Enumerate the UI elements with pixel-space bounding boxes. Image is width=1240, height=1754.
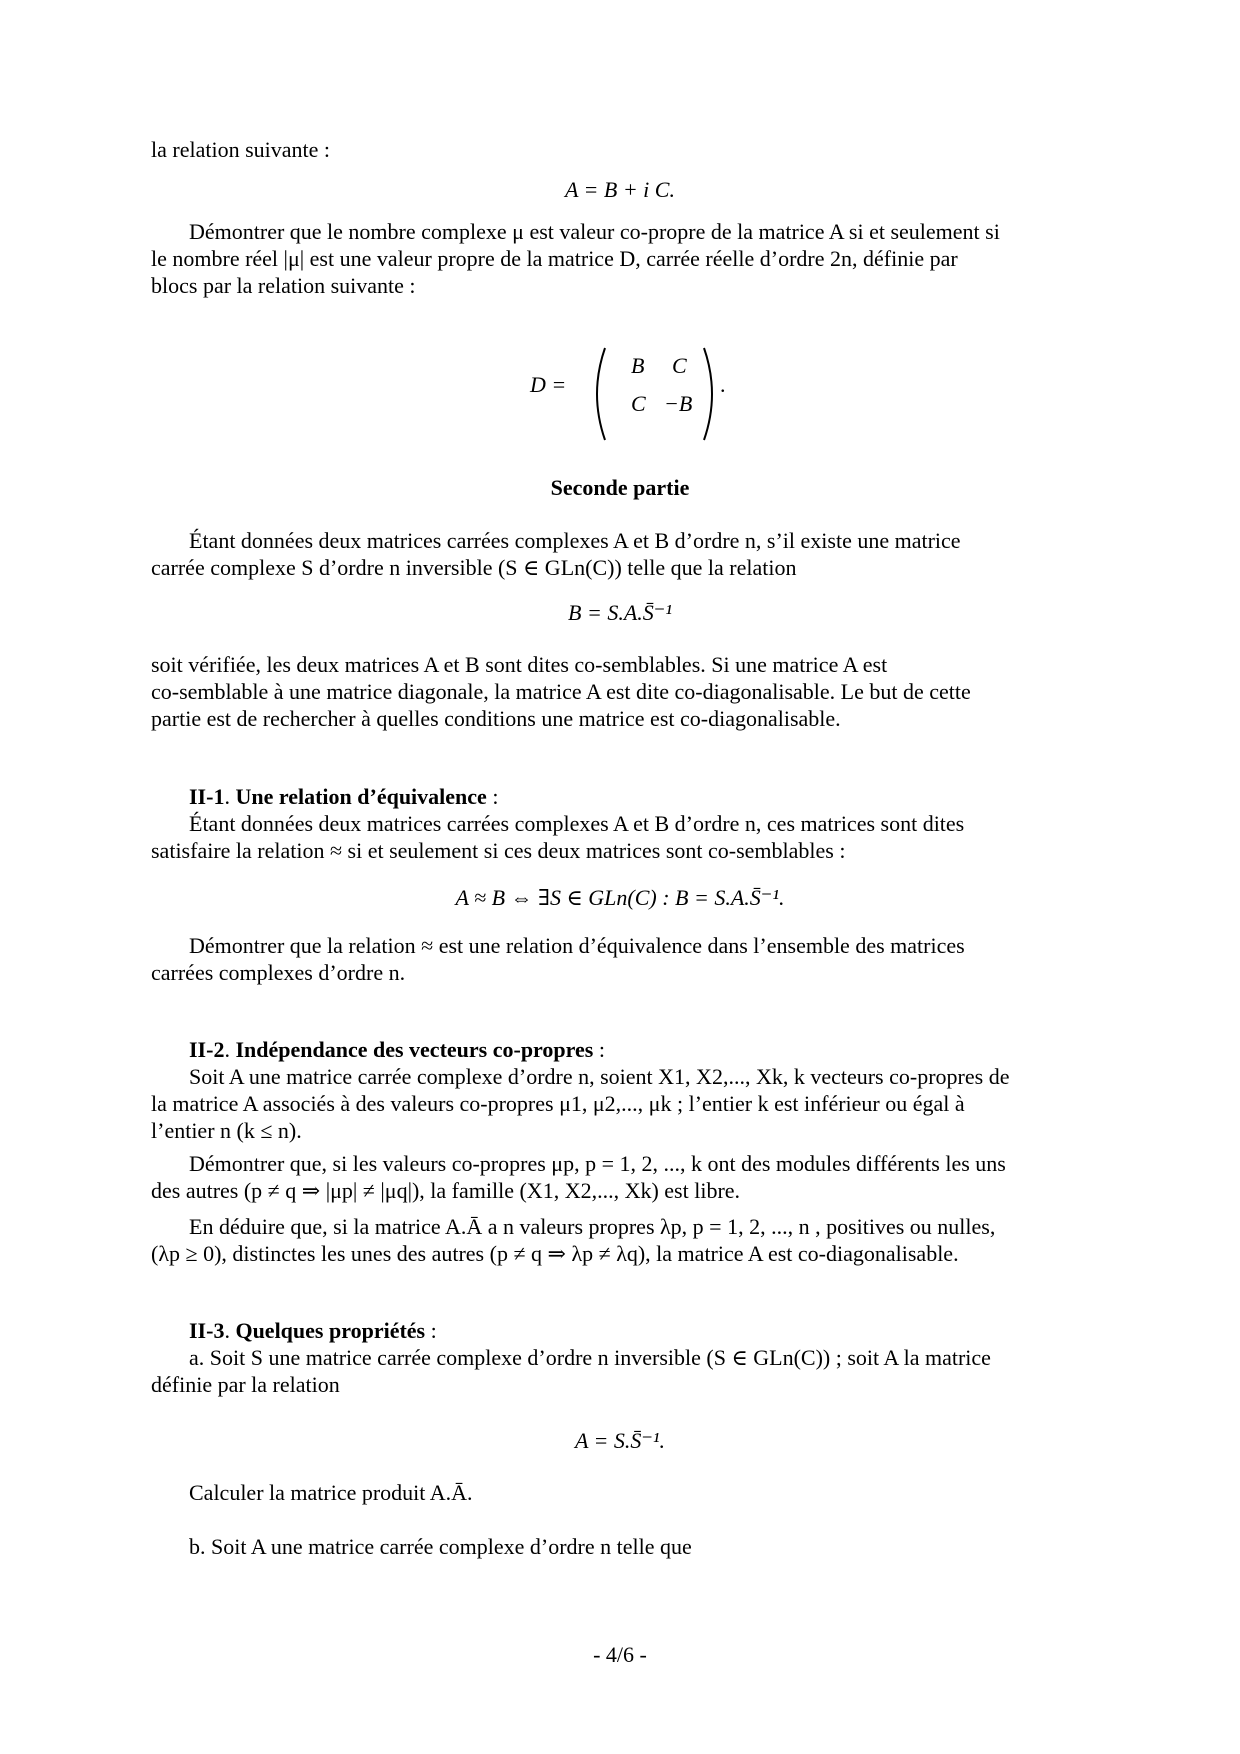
left-paren-icon — [587, 344, 609, 444]
text-line: carrée complexe S d’ordre n inversible (S ∈ GLn(C)) telle que la relation — [151, 555, 797, 580]
text-line: En déduire que, si la matrice A.Ā a n valeurs propres λp, p = 1, 2, ..., n , positives ou nulles, — [189, 1214, 996, 1239]
text-line: a. Soit S une matrice carrée complexe d’ordre n inversible (S ∈ GLn(C)) ; soit A la matrice — [189, 1345, 991, 1370]
text-line: Calculer la matrice produit A.Ā. — [189, 1480, 473, 1505]
text-line: co-semblable à une matrice diagonale, la matrice A est dite co-diagonalisable. Le but de cette — [151, 679, 971, 704]
equation: A = S.S̄⁻¹. — [574, 1428, 666, 1453]
text-line: la matrice A associés à des valeurs co-propres μ1, μ2,..., μk ; l’entier k est inférieur ou égal à — [151, 1091, 965, 1116]
text-line: définie par la relation — [151, 1372, 340, 1397]
text-line: carrées complexes d’ordre n. — [151, 960, 406, 985]
matrix-cell-b: B — [631, 353, 645, 378]
text-line: partie est de rechercher à quelles conditions une matrice est co-diagonalisable. — [151, 706, 841, 731]
matrix-cell-c: C — [631, 391, 646, 416]
text-line: Étant données deux matrices carrées complexes A et B d’ordre n, ces matrices sont dites — [189, 811, 965, 836]
text-line: (λp ≥ 0), distinctes les unes des autres (p ≠ q ⇒ λp ≠ λq), la matrice A est co-diagonalisable. — [151, 1241, 959, 1266]
subsection-colon: : — [486, 784, 499, 809]
matrix-cell-minus-b: −B — [664, 391, 693, 416]
equation: A ≈ B ⇔ ∃S ∈ GLn(C) : B = S.A.S̄⁻¹. — [455, 885, 785, 910]
text-line: blocs par la relation suivante : — [151, 273, 416, 298]
subsection-heading: II-2. Indépendance des vecteurs co-propres : — [189, 1037, 605, 1062]
text-line: le nombre réel |μ| est une valeur propre de la matrice D, carrée réelle d’ordre 2n, définie par — [151, 246, 958, 271]
text-line: des autres (p ≠ q ⇒ |μp| ≠ |μq|), la famille (X1, X2,..., Xk) est libre. — [151, 1178, 741, 1203]
section-heading: Seconde partie — [550, 475, 690, 500]
subsection-colon: : — [593, 1037, 605, 1062]
subsection-title: Indépendance des vecteurs co-propres — [235, 1037, 594, 1062]
subsection-heading: II-1. Une relation d’équivalence : — [189, 784, 499, 809]
subsection-number: II-3 — [189, 1318, 225, 1343]
equation: B = S.A.S̄⁻¹ — [568, 600, 672, 625]
subsection-number: II-1 — [189, 784, 225, 809]
text-line: Démontrer que la relation ≈ est une relation d’équivalence dans l’ensemble des matrices — [189, 933, 965, 958]
text-line: soit vérifiée, les deux matrices A et B sont dites co-semblables. Si une matrice A est — [151, 652, 888, 677]
matrix-cell-c: C — [672, 353, 687, 378]
matrix-lhs: D = — [530, 372, 567, 397]
text-line: satisfaire la relation ≈ si et seulement si ces deux matrices sont co-semblables : — [151, 838, 846, 863]
subsection-title: Quelques propriétés — [235, 1318, 426, 1343]
right-paren-icon — [700, 344, 722, 444]
subsection-colon: : — [425, 1318, 437, 1343]
text-line: Démontrer que, si les valeurs co-propres μp, p = 1, 2, ..., k ont des modules différents les uns — [189, 1151, 1006, 1176]
subsection-title: Une relation d’équivalence — [235, 784, 487, 809]
text-line: Soit A une matrice carrée complexe d’ordre n, soient X1, X2,..., Xk, k vecteurs co-propres de — [189, 1064, 1010, 1089]
matrix-d — [530, 344, 750, 444]
page-number: - 4/6 - — [593, 1642, 647, 1667]
subsection-heading: II-3. Quelques propriétés : — [189, 1318, 437, 1343]
text-line: l’entier n (k ≤ n). — [151, 1118, 302, 1143]
matrix-dot: . — [720, 372, 726, 397]
text-line: Étant données deux matrices carrées complexes A et B d’ordre n, s’il existe une matrice — [189, 528, 961, 553]
subsection-number: II-2 — [189, 1037, 225, 1062]
text-line: la relation suivante : — [151, 137, 330, 162]
equation: A = B + i C. — [565, 177, 675, 202]
text-line: Démontrer que le nombre complexe μ est valeur co-propre de la matrice A si et seulement si — [189, 219, 1000, 244]
text-line: b. Soit A une matrice carrée complexe d’ordre n telle que — [189, 1534, 692, 1559]
